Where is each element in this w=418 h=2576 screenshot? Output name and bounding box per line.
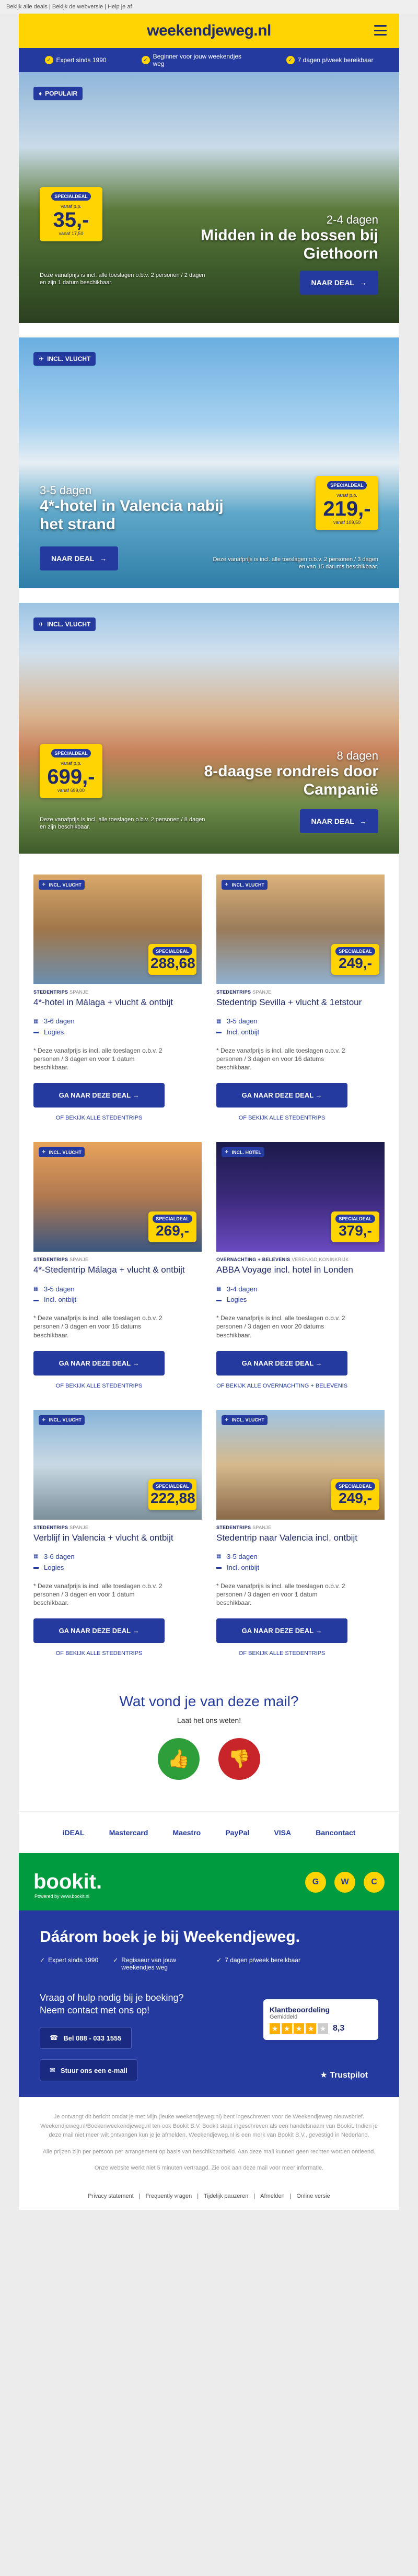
board-row: ▬ Incl. ontbijt (216, 1563, 260, 1571)
deal-card[interactable] (33, 1142, 202, 1389)
deal-image[interactable] (216, 875, 385, 984)
price-value: 219,- (323, 497, 371, 520)
site-logo[interactable]: weekendjeweg.nl (147, 22, 271, 39)
calendar-icon: ▦ (216, 1286, 222, 1292)
specialdeal-label: SPECIALDEAL (327, 481, 367, 489)
price-tag (331, 944, 379, 975)
footer-links: Privacy statement | Frequently vragen | Tijdelijk pauzeren | Afmelden | Online versie (88, 2193, 330, 2199)
card-title[interactable]: 4*-hotel in Málaga + vlucht & ontbijt (33, 997, 173, 1007)
maestro-icon: Maestro (172, 1828, 201, 1837)
deal-card[interactable] (33, 875, 202, 1121)
board-row: ▬ Incl. ontbijt (33, 1296, 77, 1304)
deal-image[interactable] (33, 1142, 202, 1252)
price-per: vanaf 17,50 (59, 231, 84, 236)
usp-item: ✓ Regisseur van jouw weekendjes weg (113, 1956, 176, 1972)
price-per: vanaf 109,50 (333, 520, 361, 525)
review-score: 8,3 (333, 2024, 345, 2033)
usp-item (45, 56, 107, 64)
price-from: vanaf p.p. (61, 761, 82, 766)
duration-row: ▦ 3-6 dagen (33, 1553, 75, 1561)
check-icon: ✓ (40, 1956, 45, 1964)
hero-title-block (159, 213, 378, 263)
view-all-link[interactable]: OF BEKIJK ALLE OVERNACHTING + BELEVENIS (216, 1382, 348, 1389)
button-label: NAAR DEAL (311, 278, 354, 287)
usp-bar (19, 48, 399, 72)
card-category: STEDENTRIPS SPANJE (33, 989, 89, 995)
go-to-deal-button[interactable]: GA NAAR DEZE DEAL → (33, 1351, 165, 1376)
usp-item (142, 53, 251, 67)
plane-icon: ✈ (42, 1149, 46, 1155)
naar-deal-button[interactable] (300, 809, 378, 833)
bed-icon: ▬ (216, 1029, 222, 1035)
price-per: vanaf 699,00 (57, 788, 85, 793)
plane-icon: ✈ (225, 882, 229, 887)
star-icon: ★ (320, 2071, 328, 2080)
specialdeal-label: SPECIALDEAL (335, 1215, 375, 1223)
check-icon: ✓ (45, 56, 53, 64)
why-title: Dáárom boek je bij Weekendjeweg. (40, 1928, 300, 1946)
feedback-subtitle: Laat het ons weten! (177, 1716, 241, 1725)
flight-badge: ✈ INCL. VLUCHT (222, 1415, 268, 1425)
check-icon: ✓ (142, 56, 150, 64)
popular-badge (33, 87, 83, 100)
phone-icon: ☎ (50, 2034, 59, 2042)
feedback-title: Wat vond je van deze mail? (119, 1693, 299, 1710)
usp-label: Beginner voor jouw weekendjes weg (153, 53, 242, 67)
deal-image[interactable] (216, 1142, 385, 1252)
deal-card[interactable] (33, 1410, 202, 1657)
price-value: 699,- (47, 765, 95, 788)
specialdeal-label: SPECIALDEAL (51, 749, 91, 757)
bed-icon: ▬ (33, 1565, 39, 1571)
bed-icon: ▬ (33, 1297, 39, 1303)
bed-icon: ▬ (216, 1297, 222, 1303)
card-disclaimer: * Deze vanafprijs is incl. alle toeslagen o.b.v. 2 personen / 3 dagen en voor 1 datum beschikbaar. (216, 1582, 345, 1607)
preheader-links[interactable]: Bekijk alle deals | Bekijk de webversie | Help je af (6, 4, 132, 10)
site-header (19, 14, 399, 48)
card-title[interactable]: 4*-Stedentrip Málaga + vlucht & ontbijt (33, 1265, 185, 1275)
price-tag (40, 744, 102, 798)
review-sub: Gemiddeld (270, 2014, 298, 2021)
review-title: Klantbeoordeling (270, 2006, 330, 2014)
hero-deal-campanie[interactable] (19, 603, 399, 854)
card-disclaimer: * Deze vanafprijs is incl. alle toeslagen o.b.v. 2 personen / 3 dagen en voor 15 datums beschikbaar. (33, 1314, 162, 1339)
footer-link[interactable]: Tijdelijk pauzeren (204, 2193, 249, 2199)
card-disclaimer: * Deze vanafprijs is incl. alle toeslagen o.b.v. 2 personen / 3 dagen en voor 1 datum beschikbaar. (33, 1046, 162, 1071)
duration-row: ▦ 3-5 dagen (33, 1285, 75, 1293)
usp-label: 7 dagen p/week bereikbaar (297, 56, 374, 64)
ideal-icon: iDEAL (62, 1828, 85, 1837)
preheader-bar (0, 0, 418, 14)
deal-card[interactable] (216, 1142, 385, 1389)
plane-icon: ✈ (39, 355, 44, 363)
footer-link[interactable]: Privacy statement (88, 2193, 134, 2199)
price-value: 35,- (53, 208, 89, 231)
price-value: 249,- (339, 954, 372, 971)
deal-image[interactable] (33, 875, 202, 984)
mail-icon: ✉ (50, 2066, 55, 2074)
specialdeal-label: SPECIALDEAL (153, 1482, 192, 1490)
naar-deal-button[interactable] (300, 271, 378, 295)
view-all-link[interactable]: OF BEKIJK ALLE STEDENTRIPS (55, 1382, 143, 1389)
bancontact-icon: Bancontact (316, 1828, 356, 1837)
flight-badge: ✈ INCL. HOTEL (222, 1147, 264, 1157)
duration-row: ▦ 3-5 dagen (216, 1017, 258, 1025)
plane-icon: ✈ (42, 1417, 46, 1423)
visa-icon: VISA (274, 1828, 292, 1837)
arrow-right-icon: → (359, 817, 367, 825)
hero-days: 3-5 dagen (40, 484, 92, 497)
card-title[interactable]: ABBA Voyage incl. hotel in Londen (216, 1265, 353, 1275)
calendar-icon: ▦ (33, 1286, 39, 1292)
card-category: OVERNACHTING + BELEVENIS VERENIGD KONINKRIJK (216, 1257, 349, 1263)
naar-deal-button[interactable] (40, 546, 118, 570)
hero-days: 8 dagen (336, 749, 378, 762)
button-label: NAAR DEAL (51, 554, 95, 563)
deal-card[interactable] (216, 875, 385, 1121)
hero-title: 4*-hotel in Valencia nabij het strand (40, 497, 224, 533)
thumbs-down-icon: 👎 (228, 1749, 251, 1769)
go-to-deal-button[interactable]: GA NAAR DEZE DEAL → (33, 1618, 165, 1643)
email-body (19, 14, 399, 2210)
legal-paragraph: Je ontvangt dit bericht omdat je met Mijn (leuke weekendjeweg.nl) bent ingeschreven voor de Weekendjeweg nieuwsbrief. Weekendjeweg.nl/Boekenweekendjeweg.nl ten ook Bookit B.V. Bookit staat ingeschreven als een handelsnaam van Bookit. Indien je deze mail niet meer wilt ontvangen kun je je afmelden. Weekendjeweg.nl is een merk van Bookit B.V., gevestigd in Nederland. (40, 2114, 378, 2139)
board-row: ▬ Logies (33, 1563, 64, 1571)
calendar-icon: ▦ (33, 1554, 39, 1560)
price-from: vanaf p.p. (61, 204, 82, 209)
price-value: 379,- (339, 1222, 372, 1239)
flame-icon: ♦ (39, 90, 42, 97)
specialdeal-label: SPECIALDEAL (153, 947, 192, 955)
bookit-sub: Powered by www.bookit.nl (34, 1894, 90, 1899)
price-value: 288,68 (150, 954, 195, 971)
arrow-right-icon: → (315, 1091, 322, 1100)
specialdeal-label: SPECIALDEAL (153, 1215, 192, 1223)
plane-icon: ✈ (39, 621, 44, 628)
go-to-deal-button[interactable]: GA NAAR DEZE DEAL → (216, 1083, 347, 1108)
card-title[interactable]: Stedentrip Sevilla + vlucht & 1etstour (216, 997, 362, 1007)
check-icon: ✓ (113, 1956, 119, 1964)
card-category: STEDENTRIPS SPANJE (33, 1524, 89, 1530)
specialdeal-label: SPECIALDEAL (51, 192, 91, 201)
card-title[interactable]: Verblijf in Valencia + vlucht & ontbijt (33, 1532, 173, 1543)
price-value: 249,- (339, 1490, 372, 1507)
card-disclaimer: * Deze vanafprijs is incl. alle toeslagen o.b.v. 2 personen / 3 dagen en voor 16 datums beschikbaar. (216, 1046, 345, 1071)
duration-row: ▦ 3-4 dagen (216, 1285, 258, 1293)
calendar-icon: ▦ (33, 1018, 39, 1024)
hero-disclaimer: Deze vanafprijs is incl. alle toeslagen o.b.v. 2 personen / 8 dagen en zijn beschikbaar. (40, 817, 205, 831)
badge-label: POPULAIR (45, 90, 78, 97)
card-category: STEDENTRIPS SPANJE (216, 989, 272, 995)
card-category: STEDENTRIPS SPANJE (33, 1257, 89, 1263)
paypal-icon: PayPal (225, 1828, 250, 1837)
arrow-right-icon: → (99, 554, 107, 563)
feedback-section (19, 1657, 399, 1801)
arrow-right-icon: → (132, 1627, 140, 1635)
price-value: 222,88 (150, 1490, 195, 1507)
flight-badge (33, 617, 96, 631)
badge-label: INCL. VLUCHT (47, 355, 91, 363)
review-widget[interactable] (263, 1999, 378, 2040)
brand-badge-icon[interactable]: G (305, 1872, 326, 1893)
usp-item: ✓ Expert sinds 1990 (40, 1956, 99, 1964)
view-all-link[interactable]: OF BEKIJK ALLE STEDENTRIPS (238, 1115, 326, 1122)
plane-icon: ✈ (42, 882, 46, 887)
price-tag (148, 944, 196, 975)
specialdeal-label: SPECIALDEAL (335, 1482, 375, 1490)
footer-link[interactable]: Online versie (296, 2193, 330, 2199)
star-rating: ★ ★ ★ ★ ★ 8,3 (270, 2023, 372, 2034)
price-tag (331, 1479, 379, 1510)
duration-row: ▦ 3-6 dagen (33, 1017, 75, 1025)
hero-deal-giethoorn[interactable] (19, 72, 399, 323)
button-label: NAAR DEAL (311, 817, 354, 825)
bookit-banner (19, 1853, 399, 1910)
price-tag (316, 476, 378, 530)
arrow-right-icon: → (359, 278, 367, 287)
plane-icon: ✈ (225, 1417, 229, 1423)
check-icon: ✓ (216, 1956, 222, 1964)
flight-badge (33, 352, 96, 366)
hero-days: 2-4 dagen (326, 213, 378, 226)
board-row: ▬ Logies (33, 1028, 64, 1036)
view-all-link[interactable]: OF BEKIJK ALLE STEDENTRIPS (238, 1650, 326, 1657)
bookit-logo[interactable]: bookit. (33, 1870, 102, 1893)
hero-disclaimer: Deze vanafprijs is incl. alle toeslagen o.b.v. 2 personen / 3 dagen en van 15 datums beschikbaar. (213, 556, 378, 570)
hero-title-block (40, 484, 249, 533)
hero-disclaimer: Deze vanafprijs is incl. alle toeslagen o.b.v. 2 personen / 2 dagen en zijn 1 datum beschikbaar. (40, 272, 205, 286)
board-row: ▬ Incl. ontbijt (216, 1028, 260, 1036)
go-to-deal-button[interactable]: GA NAAR DEZE DEAL → (216, 1618, 347, 1643)
calendar-icon: ▦ (216, 1554, 222, 1560)
usp-item: ✓ 7 dagen p/week bereikbaar (216, 1956, 300, 1964)
card-disclaimer: * Deze vanafprijs is incl. alle toeslagen o.b.v. 2 personen / 3 dagen en voor 20 datums beschikbaar. (216, 1314, 345, 1339)
bed-icon: ▬ (216, 1565, 222, 1571)
plane-icon: ✈ (225, 1149, 229, 1155)
legal-paragraph: Onze website werkt niet 5 minuten vertraagd. Zie ook aan deze mail voor meer informatie. (94, 2165, 324, 2172)
go-to-deal-button[interactable]: GA NAAR DEZE DEAL → (216, 1351, 347, 1376)
price-tag (40, 187, 102, 241)
trustpilot-logo[interactable]: ★ Trustpilot (320, 2071, 368, 2080)
thumbs-down-button[interactable] (218, 1738, 260, 1780)
price-from: vanaf p.p. (336, 493, 357, 498)
hero-deal-valencia[interactable] (19, 337, 399, 588)
price-value: 269,- (156, 1222, 189, 1239)
arrow-right-icon: → (132, 1359, 140, 1367)
board-row: ▬ Logies (216, 1296, 247, 1304)
payment-methods (19, 1811, 399, 1853)
footer-link[interactable]: Frequently vragen (145, 2193, 192, 2199)
menu-icon[interactable] (374, 25, 387, 36)
price-tag (148, 1211, 196, 1242)
deal-grid (19, 854, 399, 1657)
arrow-right-icon: → (315, 1627, 322, 1635)
go-to-deal-button[interactable]: GA NAAR DEZE DEAL → (33, 1083, 165, 1108)
card-disclaimer: * Deze vanafprijs is incl. alle toeslagen o.b.v. 2 personen / 3 dagen en voor 1 datum beschikbaar. (33, 1582, 162, 1607)
check-icon: ✓ (286, 56, 295, 64)
thumbs-up-button[interactable] (158, 1738, 200, 1780)
duration-row: ▦ 3-5 dagen (216, 1553, 258, 1561)
card-category: STEDENTRIPS SPANJE (216, 1524, 272, 1530)
deal-card[interactable] (216, 1410, 385, 1657)
mastercard-icon: Mastercard (109, 1828, 148, 1837)
deal-image[interactable] (33, 1410, 202, 1520)
thumbs-up-icon: 👍 (167, 1749, 190, 1769)
legal-paragraph: Alle prijzen zijn per persoon per arrangement op basis van beschikbaarheid. Aan deze mail kunnen geen rechten worden ontleend. (42, 2148, 376, 2155)
brand-badge-icon[interactable]: C (364, 1872, 385, 1893)
flight-badge: ✈ INCL. VLUCHT (39, 1415, 85, 1425)
price-tag (331, 1211, 379, 1242)
price-tag (148, 1479, 196, 1510)
badge-label: INCL. VLUCHT (47, 621, 91, 628)
bed-icon: ▬ (33, 1029, 39, 1035)
flight-badge: ✈ INCL. VLUCHT (222, 880, 268, 890)
arrow-right-icon: → (132, 1091, 140, 1100)
brand-badge-icon[interactable]: W (334, 1872, 355, 1893)
usp-label: Expert sinds 1990 (56, 56, 107, 64)
hero-title-block (159, 749, 378, 799)
why-section (19, 1910, 399, 2097)
legal-text (19, 2097, 399, 2186)
email-button[interactable]: ✉ Stuur ons een e-mail (40, 2059, 137, 2081)
flight-badge: ✈ INCL. VLUCHT (39, 1147, 85, 1157)
view-all-link[interactable]: OF BEKIJK ALLE STEDENTRIPS (55, 1115, 143, 1122)
call-button[interactable]: ☎ Bel 088 - 033 1555 (40, 2027, 132, 2049)
arrow-right-icon: → (315, 1359, 322, 1367)
hero-title: Midden in de bossen bij Giethoorn (200, 227, 378, 262)
flight-badge: ✈ INCL. VLUCHT (39, 880, 85, 890)
calendar-icon: ▦ (216, 1018, 222, 1024)
view-all-link[interactable]: OF BEKIJK ALLE STEDENTRIPS (55, 1650, 143, 1657)
footer-link[interactable]: Afmelden (260, 2193, 285, 2199)
card-title[interactable]: Stedentrip naar Valencia incl. ontbijt (216, 1532, 357, 1543)
contact-prompt: Vraag of hulp nodig bij je boeking? Neem contact met ons op! (40, 1992, 184, 2015)
specialdeal-label: SPECIALDEAL (335, 947, 375, 955)
usp-item (286, 56, 374, 64)
deal-image[interactable] (216, 1410, 385, 1520)
hero-title: 8-daagse rondreis door Campanië (204, 763, 378, 798)
